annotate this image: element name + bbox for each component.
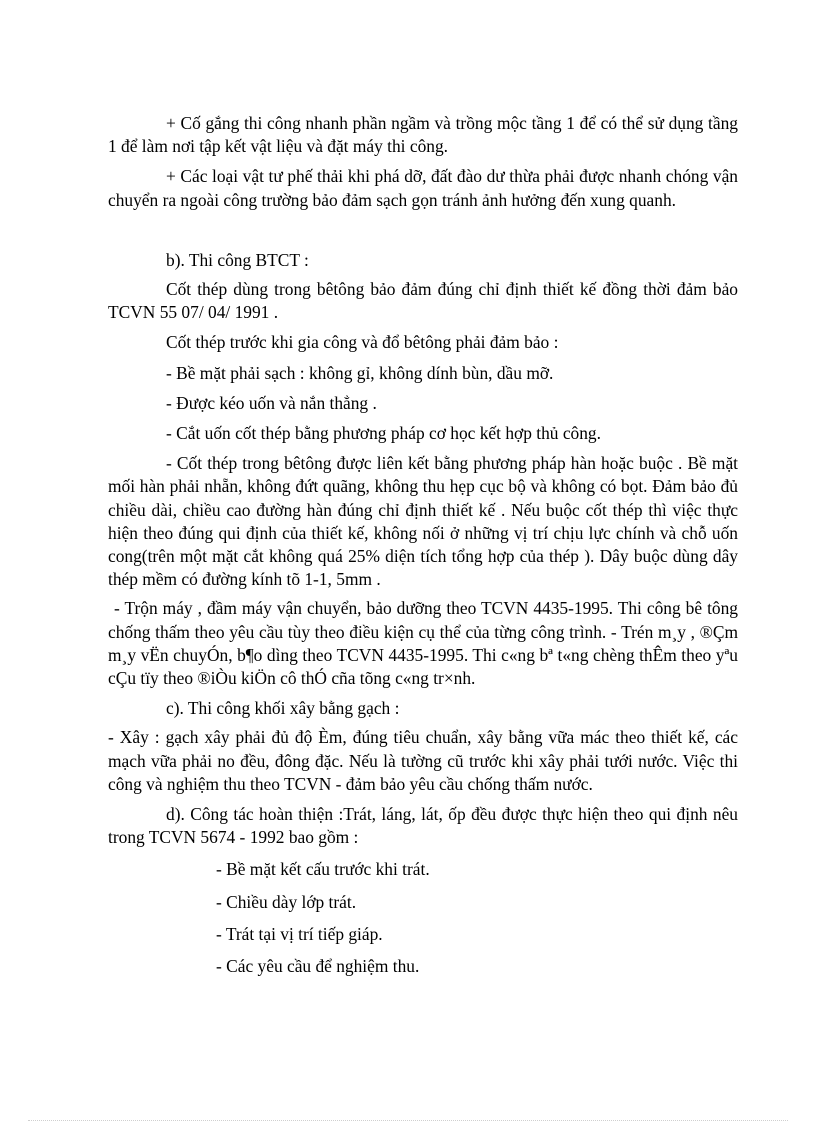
document-body (108, 112, 738, 978)
section-heading-masonry: c). Thi công khối xây bằng gạch : (166, 698, 400, 719)
page-bottom-divider (28, 1120, 788, 1121)
paragraph-masonry: - Xây : gạch xây phải đủ độ Èm, đúng tiêu chuẩn, xây bằng vữa mác theo thiết kế, các mạch vữa phải no đều, đông đặc. Nếu là tường cũ trước khi xây phải tưới nước. Việc thi công và nghiệm thu theo TCVN - đảm bảo yêu cầu chống thấm nước. (108, 727, 738, 794)
list-item-plaster-thickness: - Chiều dày lớp trát. (216, 891, 357, 912)
paragraph-waste-removal: + Các loại vật tư phế thải khi phá dỡ, đất đào dư thừa phải được nhanh chóng vận chuyển ra ngoài công trường bảo đảm sạch gọn tránh ảnh hưởng đến xung quanh. (108, 166, 738, 210)
paragraph-concrete-mixing: - Trộn máy , đầm máy vận chuyển, bảo dưỡng theo TCVN 4435-1995. Thi công bê tông chống thấm theo yêu cầu tùy theo điều kiện cụ thể của từng công trình. - Trén m¸y , ®Çm m¸y vËn chuyÓn, b¶o dìng theo TCVN 4435-1995. Thi c«ng bª t«ng chèng thÊm theo yªu cÇu tïy theo ®iÒu kiÖn cô thÓ cña tõng c«ng tr×nh. (108, 598, 738, 689)
list-item-surface-before-plaster: - Bề mặt kết cấu trước khi trát. (216, 859, 430, 880)
list-item-plaster-joint: - Trát tại vị trí tiếp giáp. (216, 923, 383, 944)
paragraph-rebar-standard: Cốt thép dùng trong bêtông bảo đảm đúng chỉ định thiết kế đồng thời đảm bảo TCVN 55 07/ 04/ 1991 . (108, 279, 738, 323)
list-item-clean-surface: - Bề mặt phải sạch : không gỉ, không dính bùn, dầu mỡ. (166, 362, 554, 383)
list-item-cutting: - Cắt uốn cốt thép bằng phương pháp cơ học kết hợp thủ công. (166, 423, 601, 444)
paragraph-phase-underground: + Cố gắng thi công nhanh phần ngầm và trồng mộc tầng 1 để có thể sử dụng tầng 1 để làm nơi tập kết vật liệu và đặt máy thi công. (108, 113, 738, 157)
section-heading-finishing: d). Công tác hoàn thiện :Trát, láng, lát, ốp đều được thực hiện theo qui định nêu trong TCVN 5674 - 1992 bao gồm : (108, 804, 738, 848)
list-item-acceptance: - Các yêu cầu để nghiệm thu. (216, 956, 420, 977)
section-heading-btct: b). Thi công BTCT : (166, 249, 309, 270)
paragraph-rebar-welding: - Cốt thép trong bêtông được liên kết bằng phương pháp hàn hoặc buộc . Bề mặt mối hàn phải nhẵn, không đứt quãng, không thu hẹp cục bộ và không có bọt. Đảm bảo đủ chiều dài, chiều cao đường hàn đúng chỉ định thiết kế . Nếu buộc cốt thép thì việc thực hiện theo đúng qui định của thiết kế, không nối ở những vị trí chịu lực chính và chỗ uốn cong(trên một mặt cắt không quá 25% diện tích tổng hợp của thép ). Dây buộc dùng dây thép mềm có đường kính tõ 1-1, 5mm . (108, 453, 738, 590)
list-item-straighten: - Được kéo uốn và nắn thẳng . (166, 392, 377, 413)
paragraph-rebar-before: Cốt thép trước khi gia công và đổ bêtông phải đảm bảo : (166, 332, 559, 353)
